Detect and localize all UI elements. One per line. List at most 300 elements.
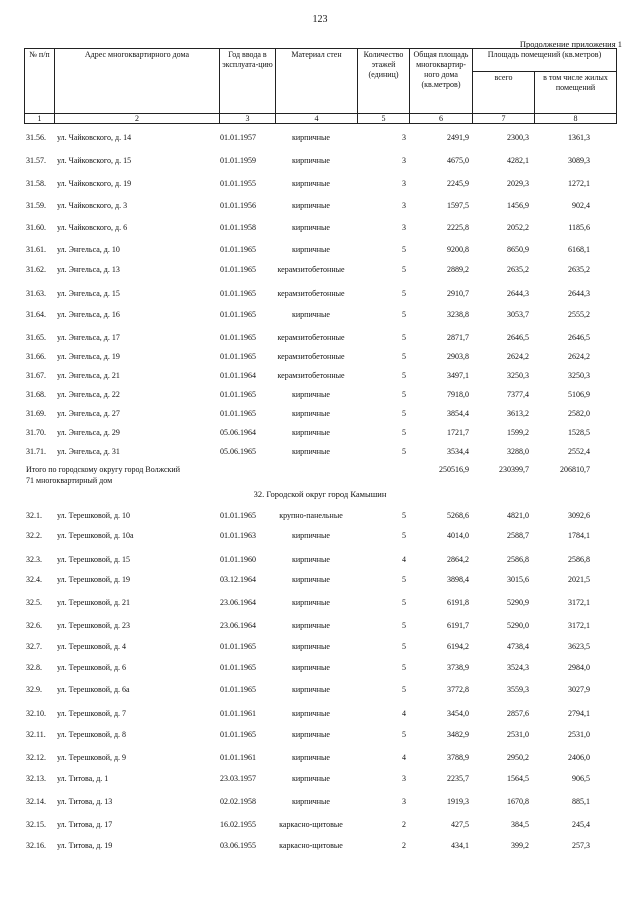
cell-fl: 3 [402,774,406,783]
cell-no: 32.12. [26,753,46,762]
cell-tot: 4675,0 [447,156,469,165]
cell-tot: 3238,8 [447,310,469,319]
cell-tot: 2889,2 [447,265,469,274]
cell-addr: ул. Терешковой, д. 6а [57,685,130,694]
cell-liv: 1528,5 [568,428,590,437]
cell-liv: 3623,5 [568,642,590,651]
table-row [0,819,640,831]
cell-no: 31.60. [26,223,46,232]
table-row [0,510,640,522]
cell-liv: 2984,0 [568,663,590,672]
cell-year: 01.01.1965 [220,289,256,298]
cell-all: 2531,0 [507,730,529,739]
cell-no: 31.58. [26,179,46,188]
cell-no: 32.14. [26,797,46,806]
cell-addr: ул. Терешковой, д. 19 [57,575,131,584]
cell-liv: 3250,3 [568,371,590,380]
cell-year: 01.01.1959 [220,156,256,165]
cell-mat: кирпичные [292,390,330,399]
cell-year: 01.01.1956 [220,201,256,210]
cell-tot: 3854,4 [447,409,469,418]
cell-addr: ул. Чайковского, д. 15 [57,156,132,165]
cell-year: 01.01.1961 [220,753,256,762]
cell-mat: кирпичные [292,555,330,564]
cell-addr: ул. Энгельса, д. 19 [57,352,120,361]
table-row [0,200,640,212]
table-row [0,684,640,696]
table-row [0,574,640,586]
cell-all: 5290,0 [507,621,529,630]
cell-fl: 3 [402,797,406,806]
cell-liv: 902,4 [572,201,590,210]
table-row [0,244,640,256]
total-area-value: 250516,9 [439,465,469,474]
cell-fl: 5 [402,428,406,437]
cell-no: 32.15. [26,820,46,829]
total-label-line-1: Итого по городскому округу город Волжский [26,465,180,474]
cell-fl: 4 [402,709,406,718]
cell-tot: 2864,2 [447,555,469,564]
cell-no: 32.7. [26,642,42,651]
cell-addr: ул. Энгельса, д. 21 [57,371,120,380]
cell-liv: 3172,1 [568,598,590,607]
cell-year: 03.12.1964 [220,575,256,584]
cell-tot: 434,1 [451,841,469,850]
cell-mat: каркасно-щитовые [279,820,343,829]
header-num: 7 [473,114,535,124]
cell-no: 32.2. [26,531,42,540]
cell-fl: 5 [402,310,406,319]
cell-all: 3288,0 [507,447,529,456]
cell-tot: 1919,3 [447,797,469,806]
cell-year: 01.01.1958 [220,223,256,232]
table-row [0,351,640,363]
cell-all: 7377,4 [507,390,529,399]
cell-no: 31.62. [26,265,46,274]
cell-mat: кирпичные [292,133,330,142]
cell-liv: 1784,1 [568,531,590,540]
cell-liv: 2406,0 [568,753,590,762]
cell-mat: кирпичные [292,223,330,232]
cell-no: 32.13. [26,774,46,783]
cell-year: 05.06.1964 [220,428,256,437]
cell-tot: 6191,7 [447,621,469,630]
cell-year: 01.01.1960 [220,555,256,564]
cell-no: 32.3. [26,555,42,564]
table-row [0,752,640,764]
cell-addr: ул. Титова, д. 13 [57,797,113,806]
cell-fl: 5 [402,390,406,399]
cell-no: 31.68. [26,390,46,399]
cell-fl: 5 [402,575,406,584]
cell-fl: 5 [402,289,406,298]
cell-liv: 2624,2 [568,352,590,361]
cell-year: 05.06.1965 [220,447,256,456]
header-num: 6 [410,114,473,124]
cell-tot: 2903,8 [447,352,469,361]
cell-all: 3524,3 [507,663,529,672]
cell-fl: 3 [402,156,406,165]
cell-liv: 2586,8 [568,555,590,564]
cell-all: 2644,3 [507,289,529,298]
cell-addr: ул. Терешковой, д. 9 [57,753,127,762]
cell-addr: ул. Терешковой, д. 6 [57,663,127,672]
cell-no: 31.67. [26,371,46,380]
cell-addr: ул. Титова, д. 19 [57,841,113,850]
cell-tot: 1721,7 [447,428,469,437]
cell-no: 31.59. [26,201,46,210]
cell-tot: 4014,0 [447,531,469,540]
cell-year: 01.01.1965 [220,409,256,418]
header-year: Год ввода в эксплуата-цию [220,49,276,114]
cell-no: 32.4. [26,575,42,584]
cell-addr: ул. Энгельса, д. 29 [57,428,120,437]
cell-addr: ул. Энгельса, д. 17 [57,333,120,342]
cell-liv: 2555,2 [568,310,590,319]
table-row [0,530,640,542]
cell-mat: керамзитобетонные [277,289,345,298]
cell-mat: кирпичные [292,598,330,607]
cell-mat: кирпичные [292,156,330,165]
table-row [0,708,640,720]
cell-mat: кирпичные [292,774,330,783]
cell-all: 2646,5 [507,333,529,342]
cell-all: 2635,2 [507,265,529,274]
cell-liv: 3089,3 [568,156,590,165]
page-number: 123 [312,14,328,25]
cell-fl: 5 [402,531,406,540]
header-num: 8 [535,114,617,124]
cell-year: 01.01.1957 [220,133,256,142]
cell-tot: 3497,1 [447,371,469,380]
cell-tot: 1597,5 [447,201,469,210]
cell-year: 03.06.1955 [220,841,256,850]
cell-year: 01.01.1961 [220,709,256,718]
cell-all: 3250,3 [507,371,529,380]
total-all-value: 230399,7 [499,465,529,474]
cell-year: 23.06.1964 [220,598,256,607]
cell-all: 2029,3 [507,179,529,188]
header-num: 5 [358,114,410,124]
cell-no: 31.56. [26,133,46,142]
cell-liv: 3092,6 [568,511,590,520]
cell-tot: 9200,8 [447,245,469,254]
cell-mat: кирпичные [292,179,330,188]
cell-no: 32.16. [26,841,46,850]
cell-no: 31.65. [26,333,46,342]
cell-fl: 5 [402,663,406,672]
cell-addr: ул. Энгельса, д. 16 [57,310,120,319]
cell-all: 2588,7 [507,531,529,540]
cell-liv: 906,5 [572,774,590,783]
header-area-all: всего [473,72,535,114]
total-label-line-2: 71 многоквартирный дом [26,476,113,485]
header-no: № п/п [25,49,55,114]
cell-fl: 5 [402,409,406,418]
cell-fl: 5 [402,352,406,361]
cell-liv: 1185,6 [568,223,590,232]
cell-fl: 5 [402,598,406,607]
cell-addr: ул. Терешковой, д. 7 [57,709,127,718]
cell-mat: кирпичные [292,245,330,254]
cell-no: 32.11. [26,730,46,739]
total-label [26,464,226,486]
cell-all: 2586,8 [507,555,529,564]
cell-tot: 2245,9 [447,179,469,188]
cell-liv: 2794,1 [568,709,590,718]
cell-mat: каркасно-щитовые [279,841,343,850]
cell-mat: кирпичные [292,642,330,651]
table-header [24,48,617,124]
table-row [0,554,640,566]
cell-no: 32.1. [26,511,42,520]
cell-no: 32.10. [26,709,46,718]
cell-no: 31.63. [26,289,46,298]
cell-all: 4282,1 [507,156,529,165]
cell-mat: керамзитобетонные [277,371,345,380]
cell-all: 1456,9 [507,201,529,210]
table-row [0,796,640,808]
cell-all: 2052,2 [507,223,529,232]
cell-year: 01.01.1965 [220,642,256,651]
table-row [0,370,640,382]
cell-fl: 5 [402,447,406,456]
cell-tot: 3788,9 [447,753,469,762]
cell-all: 3559,3 [507,685,529,694]
cell-liv: 1272,1 [568,179,590,188]
total-living-value: 206810,7 [560,465,590,474]
cell-no: 31.61. [26,245,46,254]
cell-no: 32.9. [26,685,42,694]
table-row [0,264,640,276]
cell-all: 1599,2 [507,428,529,437]
cell-all: 8650,9 [507,245,529,254]
cell-fl: 5 [402,621,406,630]
cell-liv: 5106,9 [568,390,590,399]
cell-year: 02.02.1958 [220,797,256,806]
cell-no: 31.71. [26,447,46,456]
cell-liv: 245,4 [572,820,590,829]
cell-tot: 3534,4 [447,447,469,456]
table-row [0,178,640,190]
cell-mat: кирпичные [292,753,330,762]
cell-addr: ул. Терешковой, д. 8 [57,730,127,739]
cell-addr: ул. Энгельса, д. 13 [57,265,120,274]
cell-fl: 5 [402,371,406,380]
header-area-living: в том числе жилых помещений [535,72,617,114]
header-num: 4 [276,114,358,124]
cell-all: 3613,2 [507,409,529,418]
table-row [0,773,640,785]
cell-liv: 3172,1 [568,621,590,630]
cell-mat: кирпичные [292,685,330,694]
cell-mat: керамзитобетонные [277,265,345,274]
cell-liv: 2646,5 [568,333,590,342]
cell-all: 4738,4 [507,642,529,651]
table-row [0,288,640,300]
table-row [0,309,640,321]
cell-tot: 2910,7 [447,289,469,298]
cell-tot: 5268,6 [447,511,469,520]
cell-all: 1670,8 [507,797,529,806]
cell-mat: кирпичные [292,621,330,630]
cell-year: 01.01.1965 [220,663,256,672]
header-address: Адрес многоквартирного дома [55,49,220,114]
cell-tot: 3454,0 [447,709,469,718]
cell-year: 23.06.1964 [220,621,256,630]
cell-fl: 5 [402,265,406,274]
cell-no: 31.66. [26,352,46,361]
cell-tot: 2235,7 [447,774,469,783]
cell-tot: 2491,9 [447,133,469,142]
cell-year: 01.01.1965 [220,685,256,694]
table-row [0,641,640,653]
cell-addr: ул. Терешковой, д. 10 [57,511,131,520]
cell-addr: ул. Энгельса, д. 10 [57,245,120,254]
cell-mat: керамзитобетонные [277,333,345,342]
cell-fl: 3 [402,133,406,142]
header-material: Материал стен [276,49,358,114]
cell-year: 01.01.1964 [220,371,256,380]
cell-all: 2857,6 [507,709,529,718]
table-row [0,222,640,234]
cell-fl: 5 [402,642,406,651]
cell-fl: 4 [402,753,406,762]
table-row [0,840,640,852]
table-row [0,389,640,401]
cell-fl: 3 [402,223,406,232]
cell-addr: ул. Терешковой, д. 10а [57,531,134,540]
cell-tot: 3482,9 [447,730,469,739]
cell-addr: ул. Энгельса, д. 31 [57,447,120,456]
table-row [0,427,640,439]
cell-fl: 2 [402,820,406,829]
cell-liv: 2021,5 [568,575,590,584]
cell-fl: 5 [402,333,406,342]
cell-tot: 6194,2 [447,642,469,651]
cell-fl: 5 [402,730,406,739]
cell-addr: ул. Чайковского, д. 3 [57,201,128,210]
cell-addr: ул. Титова, д. 1 [57,774,109,783]
cell-tot: 6191,8 [447,598,469,607]
cell-year: 16.02.1955 [220,820,256,829]
cell-addr: ул. Терешковой, д. 23 [57,621,131,630]
continuation-note: Продолжение приложения 1 [519,39,622,49]
cell-all: 5290,9 [507,598,529,607]
header-area-group: Площадь помещений (кв.метров) [473,49,617,72]
cell-fl: 4 [402,555,406,564]
cell-addr: ул. Титова, д. 17 [57,820,113,829]
cell-no: 31.64. [26,310,46,319]
header-num: 1 [25,114,55,124]
table-row [0,597,640,609]
table-row [0,446,640,458]
cell-tot: 2225,8 [447,223,469,232]
cell-addr: ул. Энгельса, д. 15 [57,289,120,298]
cell-year: 01.01.1963 [220,531,256,540]
cell-year: 01.01.1965 [220,265,256,274]
cell-tot: 427,5 [451,820,469,829]
cell-tot: 7918,0 [447,390,469,399]
cell-year: 01.01.1965 [220,333,256,342]
table-row [0,155,640,167]
cell-liv: 2644,3 [568,289,590,298]
cell-no: 31.57. [26,156,46,165]
cell-fl: 5 [402,245,406,254]
cell-addr: ул. Терешковой, д. 4 [57,642,127,651]
cell-liv: 3027,9 [568,685,590,694]
cell-liv: 6168,1 [568,245,590,254]
cell-fl: 2 [402,841,406,850]
cell-all: 384,5 [511,820,529,829]
cell-all: 3053,7 [507,310,529,319]
header-total-area: Общая площадь многоквартир-ного дома (кв.метров) [410,49,473,114]
cell-fl: 3 [402,179,406,188]
cell-no: 31.69. [26,409,46,418]
cell-addr: ул. Энгельса, д. 22 [57,390,120,399]
cell-year: 01.01.1955 [220,179,256,188]
cell-liv: 2635,2 [568,265,590,274]
table-row [0,132,640,144]
cell-mat: крупно-панельные [279,511,343,520]
cell-no: 32.6. [26,621,42,630]
cell-fl: 3 [402,201,406,210]
cell-liv: 1361,3 [568,133,590,142]
cell-year: 01.01.1965 [220,511,256,520]
cell-tot: 2871,7 [447,333,469,342]
cell-mat: кирпичные [292,310,330,319]
cell-year: 23.03.1957 [220,774,256,783]
cell-tot: 3738,9 [447,663,469,672]
cell-mat: кирпичные [292,709,330,718]
table-row [0,408,640,420]
cell-no: 32.5. [26,598,42,607]
cell-mat: кирпичные [292,447,330,456]
cell-mat: кирпичные [292,428,330,437]
cell-liv: 2582,0 [568,409,590,418]
cell-year: 01.01.1965 [220,352,256,361]
cell-liv: 885,1 [572,797,590,806]
cell-year: 01.01.1965 [220,390,256,399]
cell-mat: кирпичные [292,663,330,672]
cell-tot: 3772,8 [447,685,469,694]
cell-mat: кирпичные [292,575,330,584]
table-row [0,662,640,674]
cell-addr: ул. Чайковского, д. 6 [57,223,128,232]
cell-addr: ул. Терешковой, д. 21 [57,598,131,607]
cell-all: 399,2 [511,841,529,850]
cell-mat: кирпичные [292,201,330,210]
cell-no: 31.70. [26,428,46,437]
cell-tot: 3898,4 [447,575,469,584]
cell-year: 01.01.1965 [220,245,256,254]
cell-fl: 5 [402,511,406,520]
table-row [0,729,640,741]
header-num: 2 [55,114,220,124]
cell-all: 3015,6 [507,575,529,584]
cell-all: 2624,2 [507,352,529,361]
cell-mat: кирпичные [292,531,330,540]
cell-liv: 2552,4 [568,447,590,456]
header-floors: Количество этажей (единиц) [358,49,410,114]
cell-year: 01.01.1965 [220,310,256,319]
cell-addr: ул. Терешковой, д. 15 [57,555,131,564]
cell-mat: кирпичные [292,797,330,806]
cell-addr: ул. Чайковского, д. 14 [57,133,132,142]
cell-all: 1564,5 [507,774,529,783]
table-row [0,620,640,632]
cell-addr: ул. Энгельса, д. 27 [57,409,120,418]
